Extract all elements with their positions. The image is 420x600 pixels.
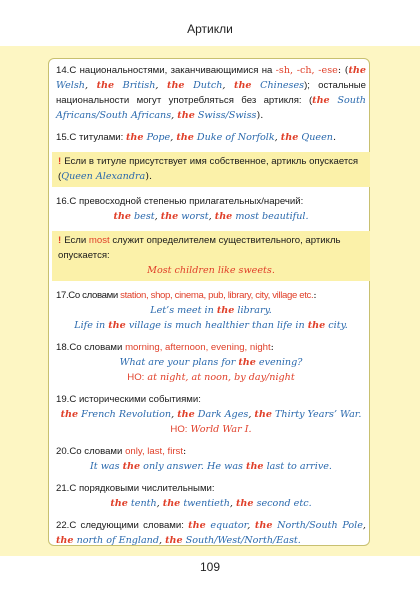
- rule-21: [56, 481, 366, 511]
- punct: ,: [247, 520, 255, 531]
- rule-text: ); остальные национальности могут употребляться без артикля: (: [56, 80, 367, 106]
- rules-content: [56, 63, 366, 555]
- article: the: [214, 211, 233, 222]
- article: the: [162, 498, 181, 509]
- punct: ,: [171, 110, 178, 121]
- example-text: last to arrive.: [263, 461, 332, 472]
- punct: ,: [154, 211, 161, 222]
- article: the: [188, 520, 206, 531]
- example-noun: second etc.: [253, 498, 312, 509]
- note-box: [52, 152, 370, 187]
- punct: ,: [170, 132, 177, 143]
- article: the: [122, 461, 141, 472]
- rule-number: 18.: [56, 342, 70, 353]
- punct: ,: [171, 409, 178, 420]
- example-text: city.: [325, 320, 348, 331]
- punct: .: [297, 535, 301, 546]
- punct: ,: [156, 498, 163, 509]
- article: the: [113, 211, 131, 222]
- example-noun: Pope: [143, 132, 171, 143]
- example-text: evening?: [255, 357, 303, 368]
- rule-text: С следующими словами:: [69, 520, 189, 531]
- article: the: [160, 211, 179, 222]
- rule-keywords: only, last, first: [125, 446, 183, 457]
- article: the: [108, 320, 126, 331]
- rule-17: [56, 288, 366, 333]
- rule-keywords: -sh, -ch, -ese: [275, 65, 338, 76]
- example-noun: twentieth: [180, 498, 230, 509]
- rule-19: [56, 392, 366, 437]
- example-text: Let’s meet in: [150, 305, 217, 316]
- punct: ,: [84, 80, 97, 91]
- article: the: [216, 305, 235, 316]
- note-box: [52, 231, 370, 281]
- rule-number: 22.: [56, 520, 70, 531]
- rule-text: Со словами: [69, 342, 126, 353]
- article: the: [167, 80, 185, 91]
- example-noun: Swiss/Swiss: [194, 110, 257, 121]
- punct: ,: [222, 80, 235, 91]
- example-noun: north of England: [73, 535, 159, 546]
- exception-label: НО:: [127, 372, 145, 383]
- rule-18: [56, 340, 366, 385]
- article: the: [165, 535, 183, 546]
- example-noun: tenth: [127, 498, 157, 509]
- example-noun: Chineses: [251, 80, 305, 91]
- rule-text: Со словами: [68, 290, 121, 301]
- exception-text: World War I.: [187, 424, 252, 435]
- punct: ,: [274, 132, 281, 143]
- example-noun: Thirty Years’ War: [271, 409, 359, 420]
- rule-number: 20.: [56, 446, 70, 457]
- punct: ).: [256, 110, 264, 121]
- article: the: [254, 520, 273, 531]
- example-noun: North/South Pole: [272, 520, 363, 531]
- example-noun: British: [114, 80, 156, 91]
- punct: .: [358, 409, 362, 420]
- article: the: [56, 535, 74, 546]
- punct: :: [183, 446, 187, 457]
- punct: ).: [145, 171, 153, 182]
- article: the: [96, 80, 115, 91]
- rule-text: С превосходной степенью прилагательных/наречий:: [69, 196, 304, 207]
- article: the: [110, 498, 128, 509]
- example-noun: Welsh: [56, 80, 85, 91]
- example-noun: Queen: [298, 132, 333, 143]
- note-example: Queen Alexandra: [61, 171, 146, 182]
- example-noun: most beautiful: [232, 211, 306, 222]
- example-noun: worst: [178, 211, 209, 222]
- rule-15: [56, 130, 366, 145]
- rule-number: 17.: [56, 290, 69, 301]
- example-text: What are your plans for: [119, 357, 239, 368]
- article: the: [126, 132, 144, 143]
- rule-number: 19.: [56, 394, 70, 405]
- example-noun: best: [130, 211, 155, 222]
- note-text: служит определителем существительного, артикль опускается:: [58, 235, 341, 261]
- note-keyword: most: [88, 235, 110, 246]
- rule-text: Со словами: [69, 446, 126, 457]
- article: the: [177, 110, 195, 121]
- punct: .: [332, 132, 336, 143]
- article: the: [177, 409, 195, 420]
- article: the: [307, 320, 326, 331]
- rule-text: С титулами:: [69, 132, 126, 143]
- punct: ,: [159, 535, 166, 546]
- article: the: [254, 409, 272, 420]
- punct: ,: [248, 409, 255, 420]
- example-text: Life in: [74, 320, 109, 331]
- example-noun: Duke of Norfolk: [193, 132, 275, 143]
- rule-16: [56, 194, 366, 224]
- exception-label: НО:: [170, 424, 188, 435]
- example-noun: equator: [205, 520, 248, 531]
- page-title: Артикли: [187, 22, 233, 36]
- note-text: Если: [64, 235, 89, 246]
- rule-number: 14.: [56, 65, 70, 76]
- article: the: [246, 461, 264, 472]
- page-number: 109: [199, 560, 221, 574]
- article: the: [236, 498, 254, 509]
- exclamation-icon: !: [58, 156, 62, 167]
- example-text: It was: [90, 461, 123, 472]
- note-example: Most children like sweets.: [147, 265, 275, 276]
- note-text: Если в титуле присутствует имя собственное, артикль опускается (: [58, 156, 359, 182]
- punct: ,: [155, 80, 168, 91]
- article: the: [348, 65, 366, 76]
- article: the: [60, 409, 79, 420]
- rule-number: 21.: [56, 483, 70, 494]
- punct: ,: [362, 520, 366, 531]
- article: the: [280, 132, 299, 143]
- article: the: [312, 95, 330, 106]
- example-noun: Dutch: [184, 80, 223, 91]
- punct: ,: [229, 498, 236, 509]
- punct: (: [344, 65, 349, 76]
- punct: :: [270, 342, 274, 353]
- rule-14: [56, 63, 366, 123]
- article: the: [234, 80, 252, 91]
- punct: .: [305, 211, 309, 222]
- rule-text: С историческими событиями:: [69, 394, 201, 405]
- example-text: only answer. He was: [140, 461, 247, 472]
- exclamation-icon: !: [58, 235, 62, 246]
- example-text: library.: [234, 305, 272, 316]
- rule-number: 16.: [56, 196, 70, 207]
- rule-keywords: morning, afternoon, evening, night: [125, 342, 271, 353]
- example-noun: French Revolution: [78, 409, 172, 420]
- punct: :: [313, 290, 317, 301]
- punct: :: [337, 65, 342, 76]
- example-text: village is much healthier than life in: [125, 320, 308, 331]
- article: the: [176, 132, 194, 143]
- exception-text: at night, at noon, by day/night: [144, 372, 295, 383]
- rule-text: С порядковыми числительными:: [69, 483, 215, 494]
- rule-number: 15.: [56, 132, 70, 143]
- punct: ,: [208, 211, 215, 222]
- rule-22: [56, 518, 366, 548]
- example-noun: South Africans/South Africans: [56, 95, 366, 121]
- rule-text: С национальностями, заканчивающимися на: [69, 65, 276, 76]
- example-noun: South/West/North/East: [182, 535, 298, 546]
- rule-20: [56, 444, 366, 474]
- example-noun: Dark Ages: [194, 409, 249, 420]
- article: the: [238, 357, 256, 368]
- rule-keywords: station, shop, cinema, pub, library, city, village etc.: [120, 290, 314, 301]
